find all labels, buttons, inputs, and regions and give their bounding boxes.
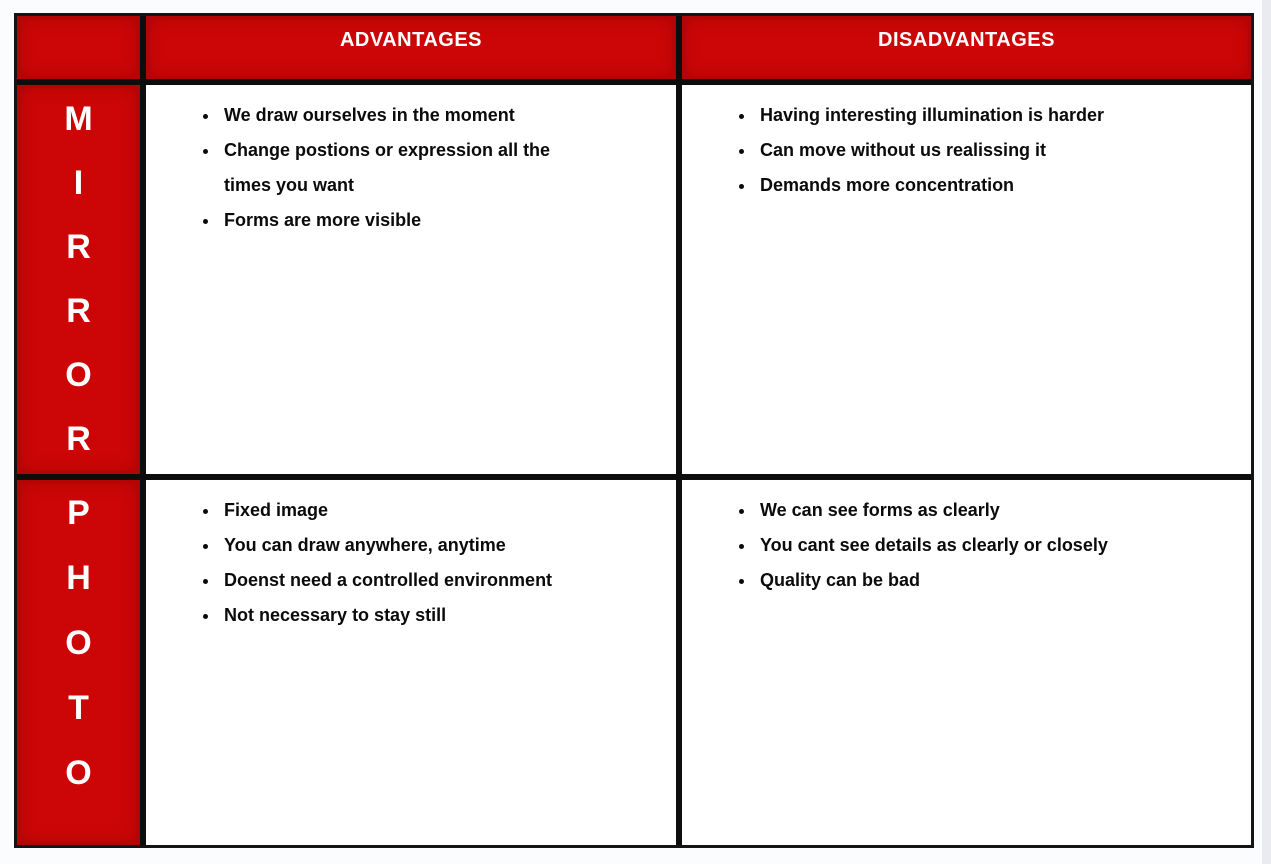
bullet-item: • Fixed image bbox=[220, 493, 598, 528]
row-label-photo bbox=[17, 480, 140, 845]
mirror-disadvantages-list bbox=[734, 98, 1233, 203]
mirror-disadvantages-cell bbox=[682, 85, 1251, 474]
bullet-item: • You cant see details as clearly or closely bbox=[756, 528, 1233, 563]
label-letter: O bbox=[65, 624, 92, 662]
advantages-header-label: ADVANTAGES bbox=[339, 29, 483, 51]
corner-cell bbox=[17, 16, 140, 79]
bullet-item: • You can draw anywhere, anytime bbox=[220, 528, 598, 563]
label-letter: R bbox=[66, 420, 91, 458]
comparison-table bbox=[14, 13, 1254, 848]
label-letter: P bbox=[67, 494, 90, 532]
photo-disadvantages-cell bbox=[682, 480, 1251, 845]
bullet-item: • Quality can be bad bbox=[756, 563, 1233, 598]
label-letter: M bbox=[64, 100, 93, 138]
bullet-item: • Demands more concentration bbox=[756, 168, 1233, 203]
label-letter: R bbox=[66, 292, 91, 330]
row-label-mirror bbox=[17, 85, 140, 474]
photo-vertical-label bbox=[17, 481, 140, 806]
disadvantages-column-header bbox=[682, 16, 1251, 79]
photo-advantages-cell bbox=[146, 480, 676, 845]
bullet-item: • Doenst need a controlled environment bbox=[220, 563, 598, 598]
label-letter: R bbox=[66, 228, 91, 266]
bullet-item: • We draw ourselves in the moment bbox=[220, 98, 598, 133]
mirror-advantages-cell bbox=[146, 85, 676, 474]
mirror-advantages-list bbox=[198, 98, 598, 238]
page-edge-strip bbox=[1262, 0, 1271, 864]
mirror-vertical-label bbox=[17, 87, 140, 471]
bullet-item: • We can see forms as clearly bbox=[756, 493, 1233, 528]
photo-disadvantages-list bbox=[734, 493, 1233, 598]
bullet-item: • Change postions or expression all the times you want bbox=[220, 133, 598, 203]
label-letter: O bbox=[65, 754, 92, 792]
label-letter: I bbox=[73, 164, 84, 202]
label-letter: O bbox=[65, 356, 92, 394]
advantages-column-header bbox=[146, 16, 676, 79]
bullet-item: • Forms are more visible bbox=[220, 203, 598, 238]
disadvantages-header-label: DISADVANTAGES bbox=[878, 29, 1055, 51]
bullet-item: • Having interesting illumination is harder bbox=[756, 98, 1233, 133]
bullet-item: • Can move without us realissing it bbox=[756, 133, 1233, 168]
label-letter: H bbox=[66, 559, 91, 597]
photo-advantages-list bbox=[198, 493, 598, 633]
bullet-item: • Not necessary to stay still bbox=[220, 598, 598, 633]
label-letter: T bbox=[68, 689, 89, 727]
